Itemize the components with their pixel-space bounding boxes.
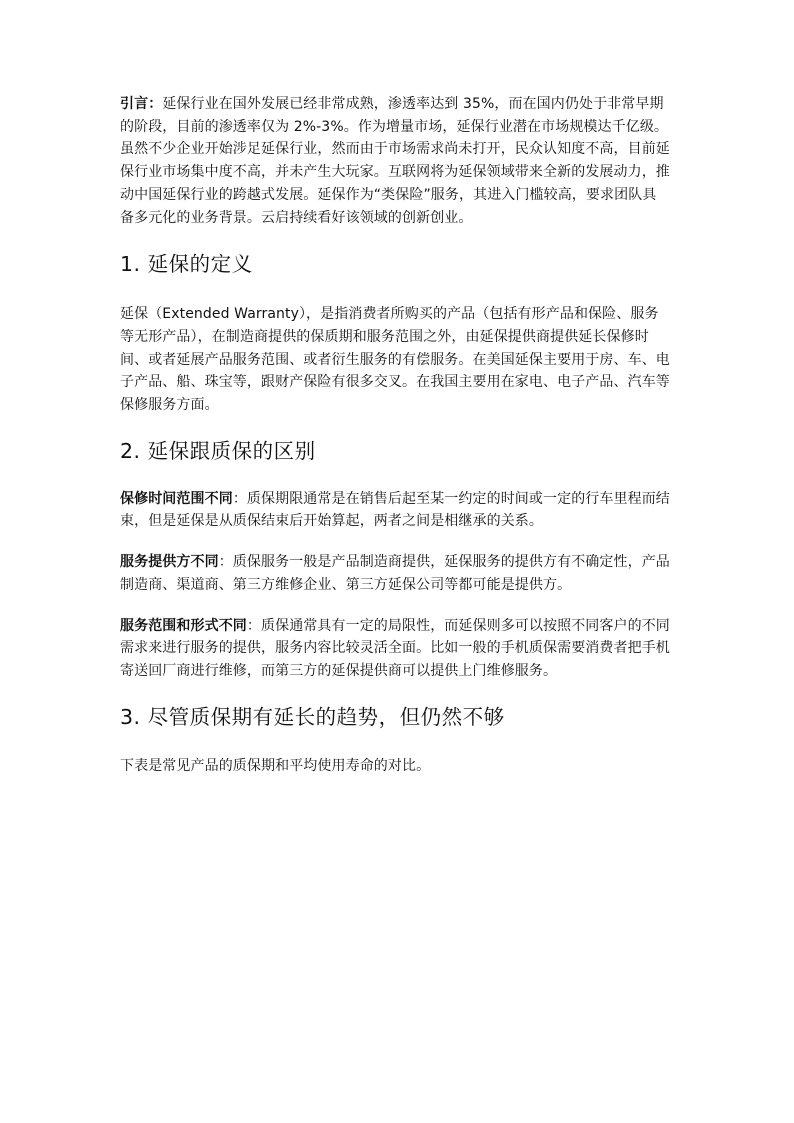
- section-1-heading: 1. 延保的定义: [120, 252, 253, 277]
- section-3-heading: 3. 尽管质保期有延长的趋势，但仍然不够: [120, 704, 505, 729]
- difference-item-scope: [120, 615, 670, 683]
- difference-text: ：质保通常具有一定的局限性，而延保则多可以按照不同客户的不同需求来进行服务的提供，服务内容比较灵活全面。比如一般的手机质保需要消费者把手机寄送回厂商进行维修，而第三方的延保提供商可以提供上门维修服务。: [120, 617, 670, 679]
- difference-label: 保修时间范围不同: [120, 490, 233, 507]
- difference-text: ：质保服务一般是产品制造商提供，延保服务的提供方有不确定性，产品制造商、渠道商、第三方维修企业、第三方延保公司等都可能是提供方。: [120, 554, 670, 593]
- intro-paragraph: [120, 93, 670, 229]
- section-1-paragraph: 延保（Extended Warranty），是指消费者所购买的产品（包括有形产品和保险、服务等无形产品），在制造商提供的保质期和服务范围之外，由延保提供商提供延长保修时间、或者延展产品服务范围、或者衍生服务的有偿服务。在美国延保主要用于房、车、电子产品、船、珠宝等，跟财产保险有很多交叉。在我国主要用在家电、电子产品、汽车等保修服务方面。: [120, 306, 670, 414]
- section-3-paragraph: 下表是常见产品的质保期和平均使用寿命的对比。: [120, 757, 431, 774]
- document-page: [120, 93, 670, 777]
- section-2-heading: 2. 延保跟质保的区别: [120, 438, 316, 463]
- difference-item-provider: [120, 551, 670, 596]
- intro-label: 引言：: [120, 96, 163, 112]
- difference-label: 服务提供方不同: [120, 554, 219, 571]
- difference-text: ：质保期限通常是在销售后起至某一约定的时间或一定的行车里程而结束，但是延保是从质保结束后开始算起，两者之间是相继承的关系。: [120, 490, 670, 530]
- difference-label: 服务范围和形式不同: [120, 617, 247, 634]
- intro-text: 延保行业在国外发展已经非常成熟，渗透率达到 35%，而在国内仍处于非常早期的阶段，目前的渗透率仅为 2%-3%。作为增量市场，延保行业潜在市场规模达千亿级。虽然不少企业开始涉足延保行业，然而由于市场需求尚未打开，民众认知度不高，目前延保行业市场集中度不高，并未产生大玩家。互联网将为延保领域带来全新的发展动力，推动中国延保行业的跨越式发展。延保作为“类保险”服务，其进入门槛较高，要求团队具备多元化的业务背景。云启持续看好该领域的创新创业。: [120, 96, 670, 226]
- difference-item-time-range: [120, 488, 670, 533]
